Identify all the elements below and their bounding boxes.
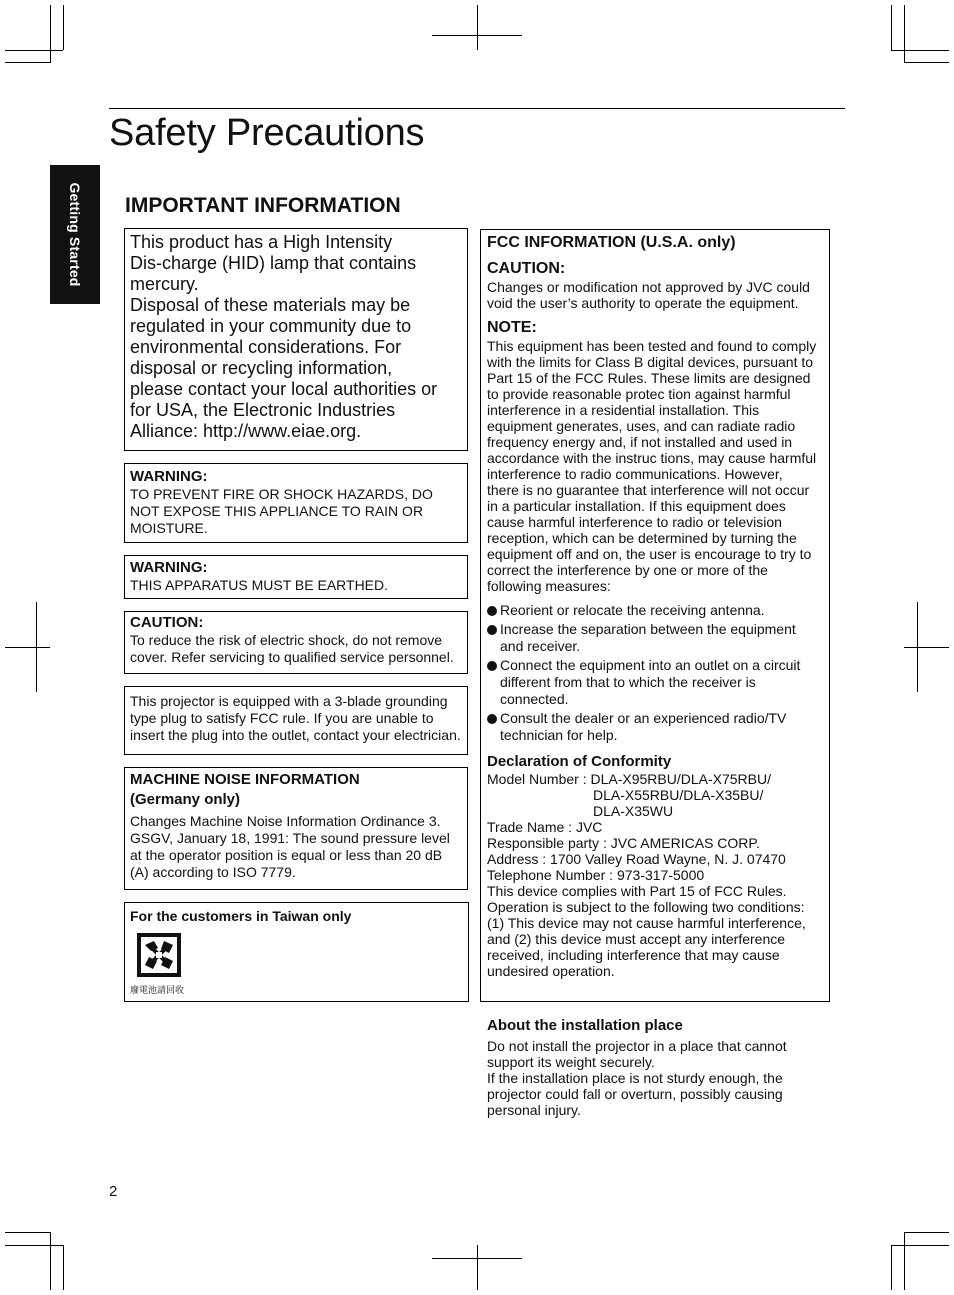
- bullet-icon: [487, 661, 497, 671]
- machine-noise-line: (A) according to ISO 7779.: [130, 864, 296, 880]
- hid-line: regulated in your community due to: [130, 316, 412, 336]
- machine-noise-line: Changes Machine Noise Information Ordinance 3.: [130, 813, 441, 829]
- hid-line: Alliance: http://www.eiae.org.: [130, 421, 362, 441]
- bullet-icon: [487, 606, 497, 616]
- fcc-note-line: cause harmful interference to radio or television: [487, 514, 782, 530]
- bullet-line: Reorient or relocate the receiving antenna.: [500, 602, 765, 618]
- taiwan-recycle-box: [124, 902, 469, 1002]
- section-heading: IMPORTANT INFORMATION: [125, 194, 401, 217]
- fcc-note-line: This equipment has been tested and found to comply: [487, 338, 817, 354]
- declaration-line: This device complies with Part 15 of FCC Rules.: [487, 883, 787, 899]
- bullet-icon: [487, 625, 497, 635]
- warning-heading: WARNING:: [130, 468, 208, 485]
- machine-noise-line: GSGV, January 18, 1991: The sound pressure level: [130, 830, 450, 846]
- installation-section: [487, 1017, 827, 1118]
- installation-line: projector could fall or overturn, possibly causing: [487, 1086, 783, 1102]
- fcc-caution-heading: CAUTION:: [487, 260, 566, 277]
- hid-lamp-notice: [124, 228, 468, 451]
- fcc-note-heading: NOTE:: [487, 319, 537, 336]
- declaration-line: (1) This device may not cause harmful interference,: [487, 915, 806, 931]
- fcc-title: FCC INFORMATION (U.S.A. only): [487, 234, 736, 251]
- bullet-line: connected.: [500, 691, 569, 707]
- list-item: [487, 657, 823, 708]
- warning-heading: WARNING:: [130, 559, 208, 576]
- bullet-line: different from that to which the receiver is: [500, 674, 756, 690]
- fcc-note-line: there is no guarantee that interference will not occur: [487, 482, 810, 498]
- fcc-note-line: frequency energy and, if not installed and used in: [487, 434, 793, 450]
- bullet-line: Connect the equipment into an outlet on a circuit: [500, 657, 801, 673]
- warning-line: TO PREVENT FIRE OR SHOCK HAZARDS, DO: [130, 486, 433, 502]
- taiwan-heading: For the customers in Taiwan only: [130, 908, 352, 924]
- grounding-line: This projector is equipped with a 3-blade grounding: [130, 693, 448, 709]
- grounding-line: type plug to satisfy FCC rule. If you are unable to: [130, 710, 434, 726]
- warning-text: THIS APPARATUS MUST BE EARTHED.: [130, 577, 389, 593]
- warning-line: MOISTURE.: [130, 520, 208, 536]
- fcc-caution-line: void the user’s authority to operate the equipment.: [487, 295, 799, 311]
- caution-line: To reduce the risk of electric shock, do not remove: [130, 632, 443, 648]
- fcc-note-line: accordance with the instruc tions, may cause harmful: [487, 450, 817, 466]
- declaration-line: Trade Name : JVC: [487, 819, 603, 835]
- machine-noise-heading: MACHINE NOISE INFORMATION: [130, 771, 360, 788]
- declaration-heading: Declaration of Conformity: [487, 753, 672, 770]
- fcc-note-line: following measures:: [487, 578, 611, 594]
- hid-line: Disposal of these materials may be: [130, 295, 411, 315]
- fcc-measures-list: [487, 602, 823, 744]
- declaration-line: received, including interference that may cause: [487, 947, 780, 963]
- warning-box-fire: [124, 463, 468, 543]
- fcc-note-line: with the limits for Class B digital devices, pursuant to: [487, 354, 814, 370]
- bullet-line: and receiver.: [500, 638, 581, 654]
- fcc-caution-line: Changes or modification not approved by JVC could: [487, 279, 810, 295]
- declaration-line: Responsible party : JVC AMERICAS CORP.: [487, 835, 760, 851]
- fcc-note-line: correct the interference by one or more of the: [487, 562, 768, 578]
- fcc-note-line: Part 15 of the FCC Rules. These limits are designed: [487, 370, 811, 386]
- recycle-caption: 廢電池請回收: [130, 985, 185, 995]
- machine-noise-subheading: (Germany only): [130, 791, 241, 808]
- fcc-note-line: interference to radio communications. However,: [487, 466, 783, 482]
- declaration-line: undesired operation.: [487, 963, 615, 979]
- warning-line: NOT EXPOSE THIS APPLIANCE TO RAIN OR: [130, 503, 424, 519]
- fcc-note-line: equipment generates, uses, and can radiate radio: [487, 418, 796, 434]
- bullet-line: Consult the dealer or an experienced radio/TV: [500, 710, 787, 726]
- model-number-cont: DLA-X55RBU/DLA-X35BU/: [593, 787, 764, 803]
- caution-box-shock: [124, 611, 468, 674]
- page-number: 2: [109, 1183, 118, 1200]
- fcc-note-line: to provide reasonable protec tion against harmful: [487, 386, 791, 402]
- title-rule: [109, 108, 845, 109]
- list-item: [487, 621, 823, 655]
- bullet-line: technician for help.: [500, 727, 618, 743]
- warning-box-earthed: [124, 555, 468, 599]
- list-item: [487, 602, 823, 619]
- model-number-cont: DLA-X35WU: [593, 803, 674, 819]
- installation-heading: About the installation place: [487, 1017, 683, 1034]
- hid-line: Dis-charge (HID) lamp that contains: [130, 253, 417, 273]
- caution-heading: CAUTION:: [130, 614, 204, 631]
- side-tab: [50, 165, 100, 304]
- fcc-note-line: reception, which can be determined by turning the: [487, 530, 797, 546]
- declaration-line: Operation is subject to the following two conditions:: [487, 899, 805, 915]
- battery-recycle-icon: [136, 932, 463, 983]
- hid-line: mercury.: [130, 274, 199, 294]
- bullet-icon: [487, 714, 497, 724]
- fcc-note-line: interference in a residential installation. This: [487, 402, 760, 418]
- bullet-line: Increase the separation between the equipment: [500, 621, 796, 637]
- hid-line: environmental considerations. For: [130, 337, 402, 357]
- grounding-plug-notice: [124, 686, 468, 755]
- fcc-note-line: in a particular installation. If this equipment does: [487, 498, 786, 514]
- installation-line: personal injury.: [487, 1102, 581, 1118]
- declaration-line: Telephone Number : 973-317-5000: [487, 867, 705, 883]
- page-title: Safety Precautions: [109, 112, 425, 154]
- installation-line: support its weight securely.: [487, 1054, 655, 1070]
- fcc-information-box: [480, 229, 830, 1002]
- grounding-line: insert the plug into the outlet, contact your electrician.: [130, 727, 461, 743]
- machine-noise-line: at the operator position is equal or less than 20 dB: [130, 847, 443, 863]
- side-tab-label: Getting Started: [67, 182, 83, 287]
- model-number-line: Model Number : DLA-X95RBU/DLA-X75RBU/: [487, 771, 771, 787]
- installation-line: If the installation place is not sturdy enough, the: [487, 1070, 783, 1086]
- machine-noise-box: [124, 767, 468, 890]
- hid-line: for USA, the Electronic Industries: [130, 400, 396, 420]
- hid-line: please contact your local authorities or: [130, 379, 438, 399]
- declaration-line: Address : 1700 Valley Road Wayne, N. J. 07470: [487, 851, 786, 867]
- declaration-line: and (2) this device must accept any interference: [487, 931, 786, 947]
- hid-line: This product has a High Intensity: [130, 232, 393, 252]
- caution-line: cover. Refer servicing to qualified service personnel.: [130, 649, 454, 665]
- installation-line: Do not install the projector in a place that cannot: [487, 1038, 787, 1054]
- list-item: [487, 710, 823, 744]
- fcc-note-line: equipment off and on, the user is encourage to try to: [487, 546, 812, 562]
- hid-line: disposal or recycling information,: [130, 358, 393, 378]
